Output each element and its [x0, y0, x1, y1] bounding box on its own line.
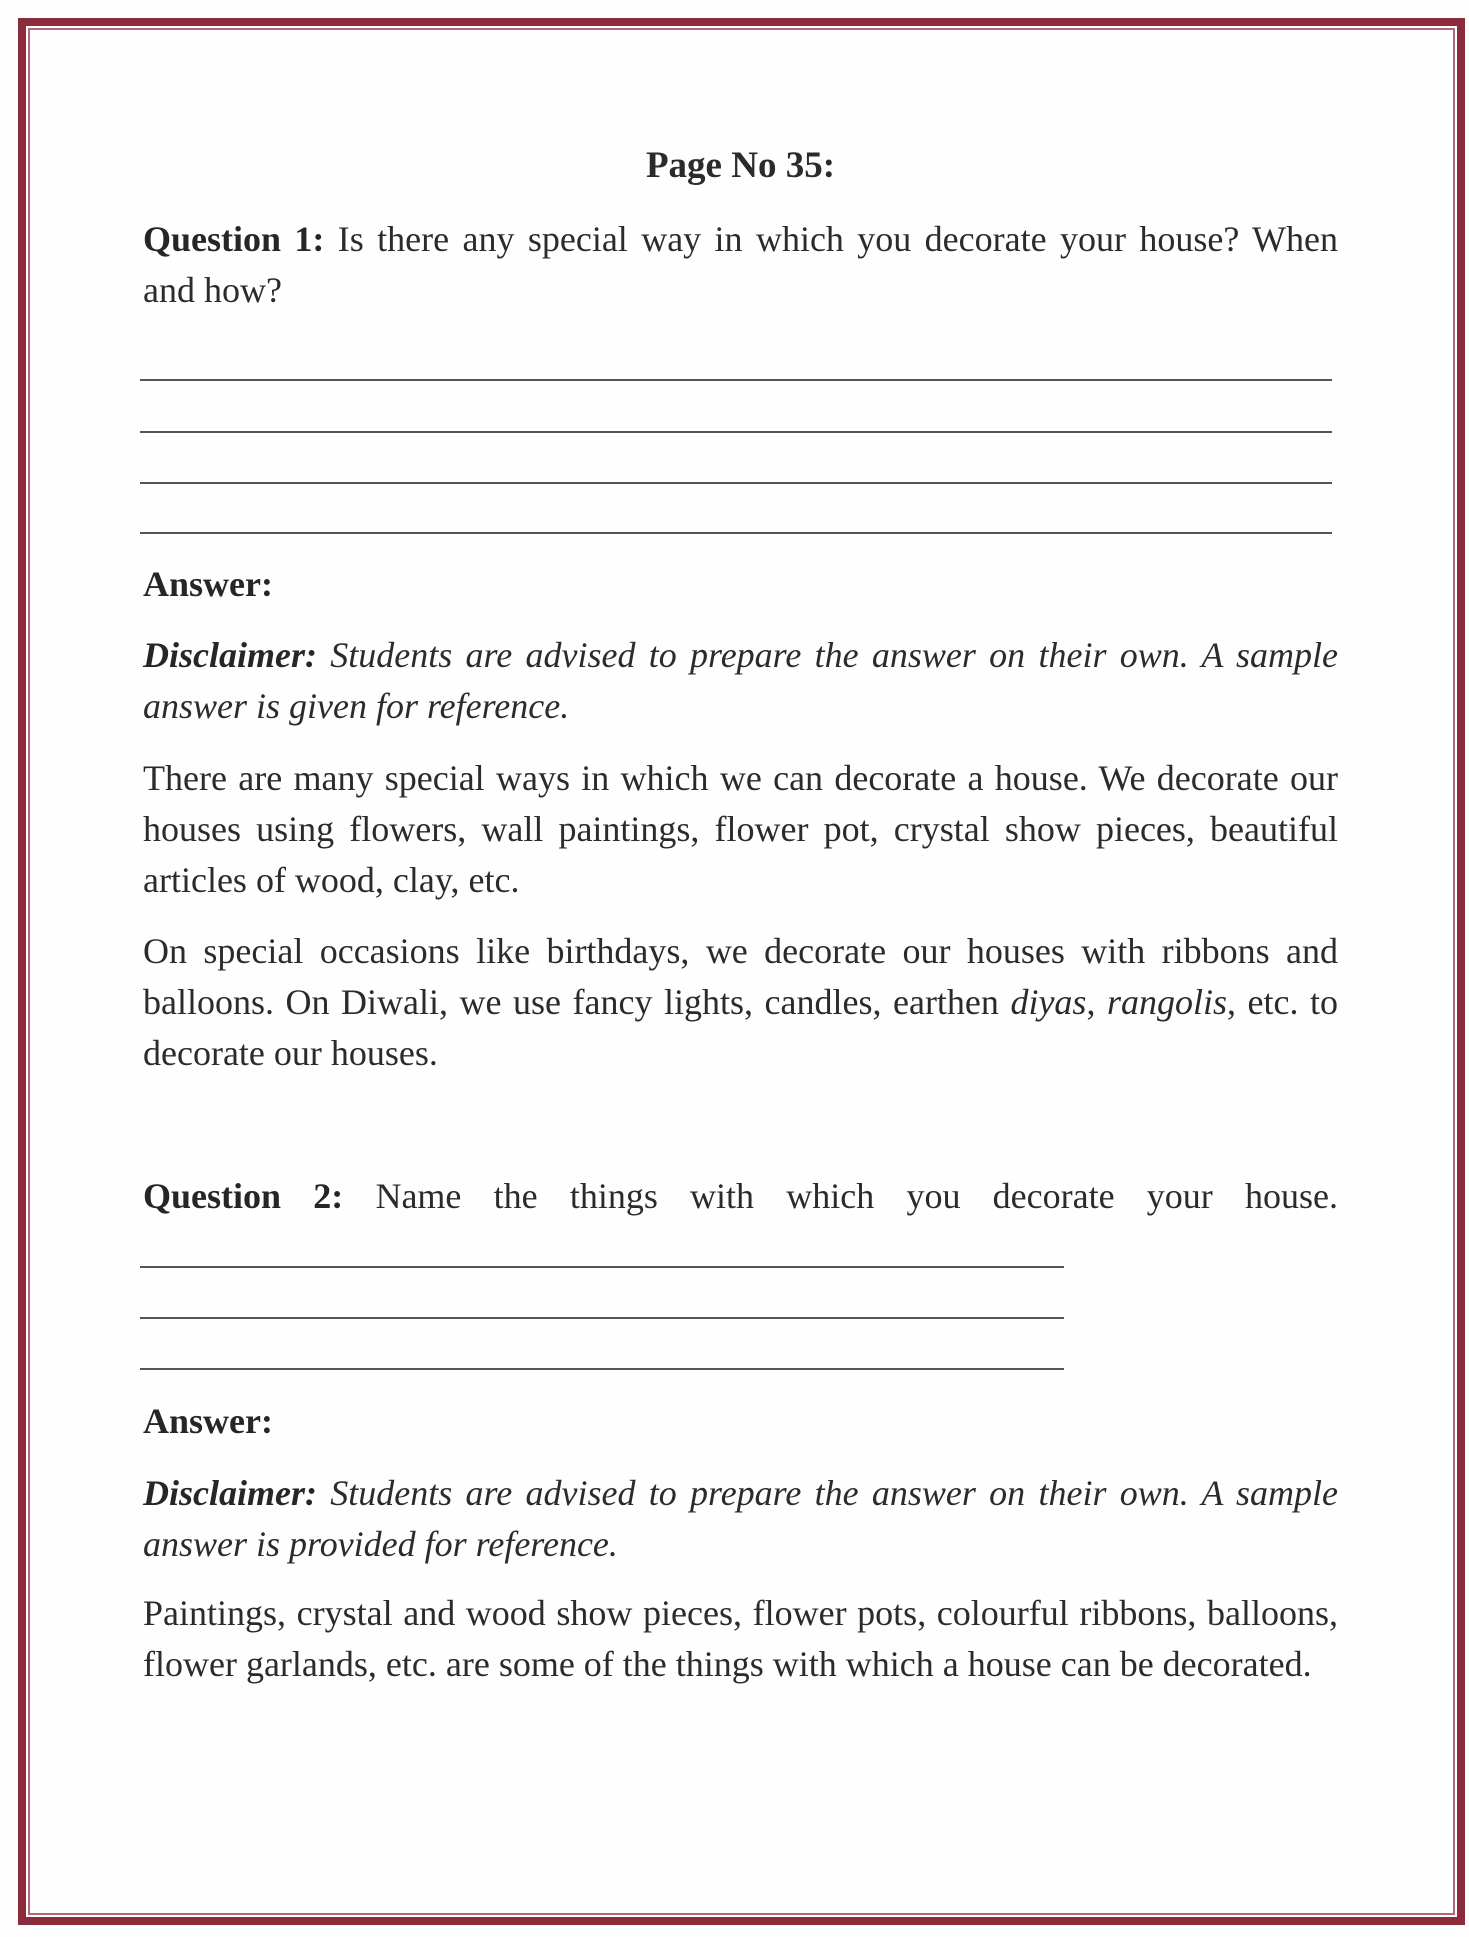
answer-line-4[interactable]: [140, 532, 1332, 534]
answer-1-paragraph-1: There are many special ways in which we can decorate a house. We decorate our houses using flowers, wall paintings, flower pot, crystal show pieces, beautiful articles of wood, clay, etc.: [143, 758, 1338, 900]
answer-1-paragraph-2: [143, 926, 1338, 1079]
term-diyas: diyas: [1010, 982, 1087, 1022]
answer-2-heading: [143, 1396, 1338, 1447]
answer-1-paragraph-2-text: On special occasions like birthdays, we decorate our houses with ribbons and balloons. On Diwali, we use fancy lights, candles, earthen: [143, 931, 1338, 1022]
disclaimer-2: [143, 1468, 1338, 1570]
page-title: Page No 35:: [645, 145, 836, 186]
question-1-label: Question 1:: [143, 219, 325, 259]
answer-1-label: Answer:: [143, 564, 273, 604]
term-rangolis: rangolis: [1106, 982, 1227, 1022]
disclaimer-1-text: Students are advised to prepare the answer on their own. A sample answer is given for reference.: [143, 635, 1338, 726]
answer-line-3[interactable]: [140, 482, 1332, 484]
answer-1-paragraph-2-end: , etc. to decorate our houses.: [143, 982, 1338, 1073]
answer-line-5[interactable]: [140, 1266, 1064, 1268]
separator: ,: [1086, 982, 1107, 1022]
question-1: [143, 214, 1338, 316]
disclaimer-1: [143, 630, 1338, 732]
question-2: [143, 1171, 1338, 1222]
answer-2-paragraph-1: Paintings, crystal and wood show pieces, flower pots, colourful ribbons, balloons, flower garlands, etc. are some of the things with which a house can be decorated.: [143, 1593, 1338, 1684]
answer-2-label: Answer:: [143, 1401, 273, 1441]
disclaimer-2-label: Disclaimer:: [143, 1473, 317, 1513]
answer-1-heading: [143, 559, 1338, 610]
answer-line-2[interactable]: [140, 431, 1332, 433]
question-2-label: Question 2:: [143, 1176, 344, 1216]
question-1-text: Is there any special way in which you decorate your house? When and how?: [143, 219, 1339, 310]
disclaimer-1-label: Disclaimer:: [143, 635, 317, 675]
answer-line-7[interactable]: [140, 1368, 1064, 1370]
question-2-text: Name the things with which you decorate your house.: [343, 1176, 1339, 1216]
answer-line-1[interactable]: [140, 379, 1332, 381]
answer-line-6[interactable]: [140, 1317, 1064, 1319]
disclaimer-2-text: Students are advised to prepare the answer on their own. A sample answer is provided for reference.: [143, 1473, 1338, 1564]
